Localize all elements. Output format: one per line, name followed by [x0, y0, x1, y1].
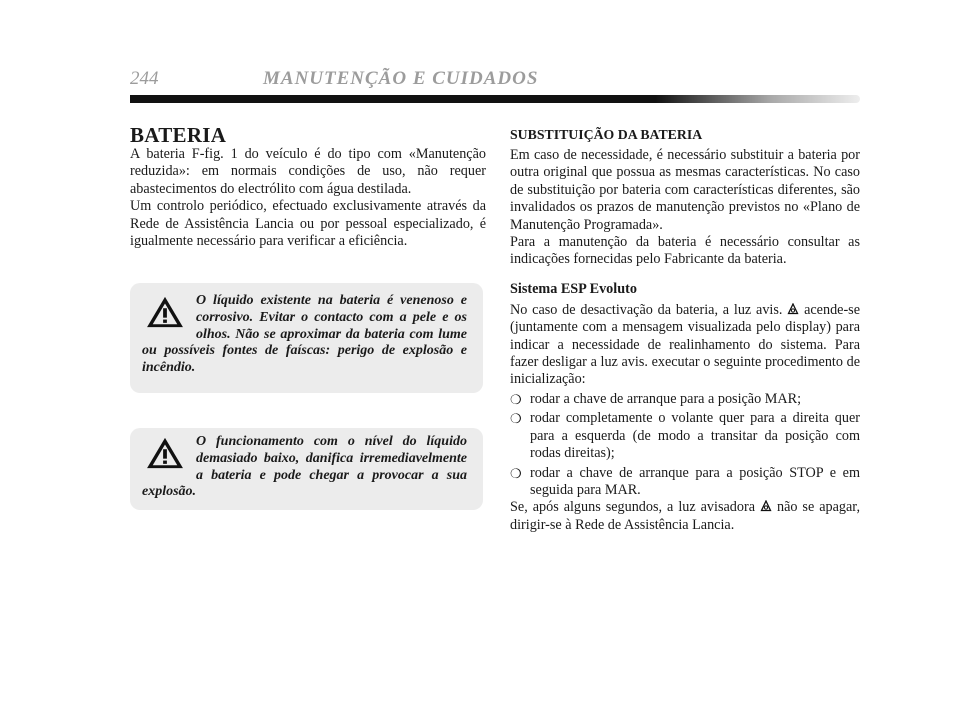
esp-closing-text-b: não se apagar, dirigir-se à Rede de Assistência Lancia.	[510, 499, 861, 533]
bateria-heading: BATERIA	[130, 123, 227, 147]
warning-text-2: O funcionamento com o nível do líquido demasiado baixo, danifica irremediavelmente a bateria e pode chegar a provocar a sua explosão.	[142, 434, 467, 500]
left-column	[130, 124, 486, 250]
warning-text-1: O líquido existente na bateria é venenoso e corrosivo. Evitar o contacto com a pele e os olhos. Não se aproximar da bateria com lume ou possíveis fontes de faíscas: perigo de explosão e incêndio.	[142, 293, 467, 376]
substituicao-paragraph-1: Em caso de necessidade, é necessário substituir a bateria por outra original que possua as mesmas características. No caso de substituição por bateria com características diferentes, são invalidados os prazos de manutenção previstos no «Plano de Manutenção Programada».	[510, 147, 860, 233]
warning-triangle-icon	[144, 295, 186, 329]
esp-warning-light-icon	[760, 500, 772, 512]
bullet-marker: ❍	[510, 411, 522, 427]
step-item	[510, 391, 860, 408]
bullet-marker: ❍	[510, 465, 522, 481]
bullet-marker: ❍	[510, 391, 522, 407]
substituicao-heading: SUBSTITUIÇÃO DA BATERIA	[510, 127, 703, 142]
bateria-paragraph-1: A bateria F-fig. 1 do veículo é do tipo com «Manutenção reduzida»: em normais condições de uso, não requer abastecimentos do electrólito com água destilada.	[130, 146, 486, 197]
warning-triangle-icon	[144, 436, 186, 470]
esp-intro	[510, 302, 860, 389]
substituicao-paragraph-2: Para a manutenção da bateria é necessário consultar as indicações fornecidas pelo Fabricante da bateria.	[510, 234, 860, 268]
esp-subheading: Sistema ESP Evoluto	[510, 280, 637, 297]
section-title: MANUTENÇÃO E CUIDADOS	[263, 68, 539, 89]
step-item	[510, 465, 860, 500]
step-text: rodar a chave de arranque para a posição MAR;	[530, 390, 802, 407]
right-column	[510, 126, 860, 534]
step-text: rodar completamente o volante quer para a direita quer para a esquerda (de modo a transitar da posição com rodas direitas);	[530, 410, 860, 462]
warning-box-2	[130, 428, 483, 510]
esp-intro-text-a: No caso de desactivação da bateria, a luz avis.	[510, 301, 783, 318]
esp-closing	[510, 499, 860, 534]
esp-intro-text-b: acende-se (juntamente com a mensagem visualizada pelo display) para indicar a necessidade de realinhamento do sistema. Para fazer desligar a luz avis. executar o seguinte procedimento de inicialização:	[510, 301, 860, 388]
bateria-paragraph-2: Um controlo periódico, efectuado exclusivamente através da Rede de Assistência Lancia ou por pessoal especializado, é igualmente necessário para verificar a eficiência.	[130, 198, 486, 250]
warning-box-1	[130, 283, 483, 393]
esp-warning-light-icon	[787, 303, 799, 315]
step-item	[510, 410, 860, 462]
step-text: rodar a chave de arranque para a posição STOP e em seguida para MAR.	[530, 464, 860, 498]
header-rule	[130, 95, 860, 103]
esp-closing-text-a: Se, após alguns segundos, a luz avisadora	[510, 499, 755, 516]
page-number: 244	[130, 68, 159, 89]
